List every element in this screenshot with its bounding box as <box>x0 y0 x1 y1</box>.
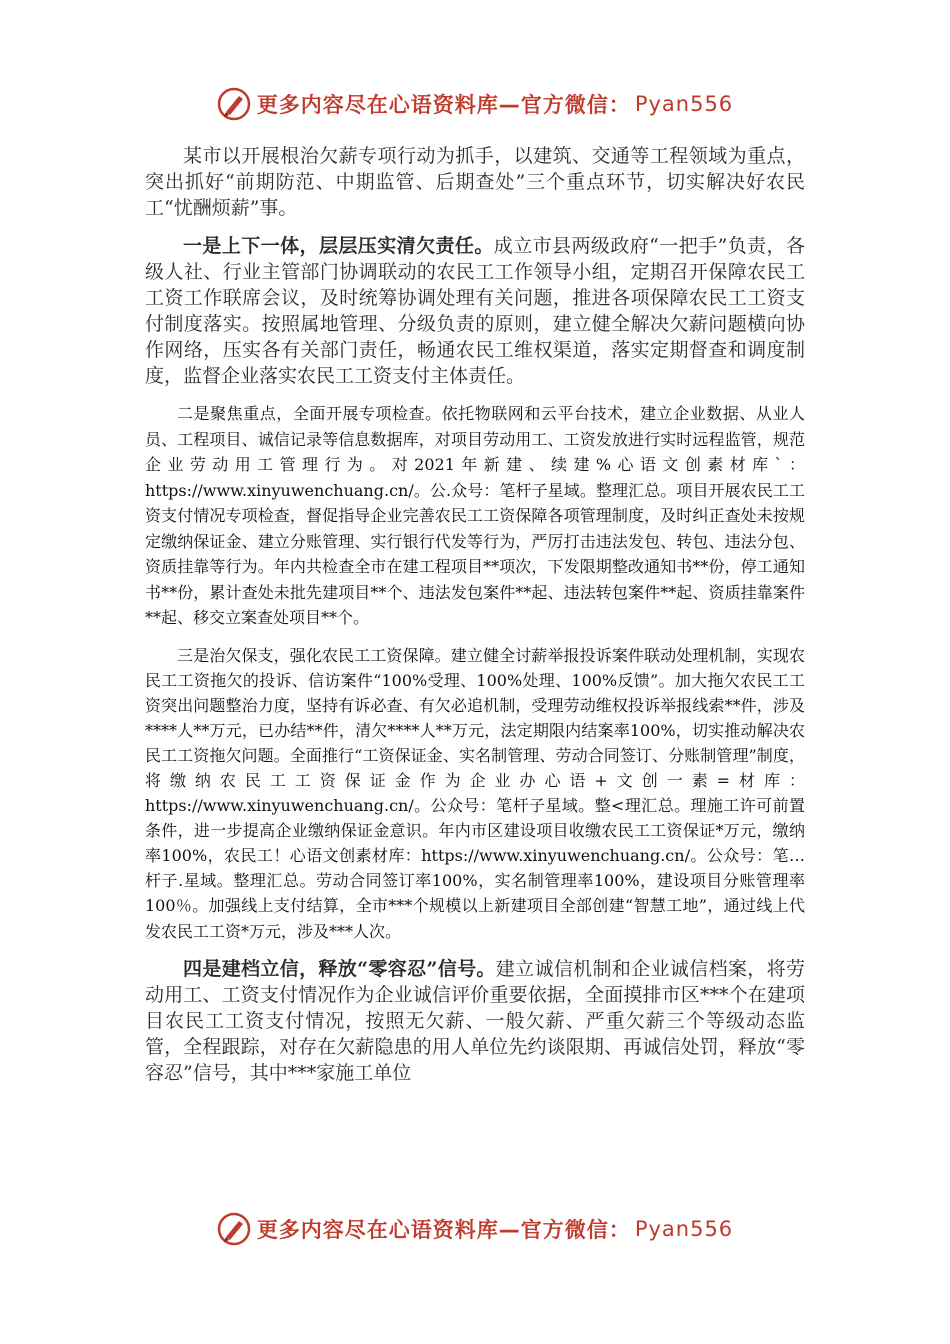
section-three-paragraph <box>145 643 805 944</box>
footer-banner-text: 更多内容尽在心语资料库—官方微信： <box>256 1218 631 1242</box>
pen-logo-icon <box>217 87 251 121</box>
paragraph-text: 建立诚信机制和企业诚信档案，将劳动用工、工资支付情况作为企业诚信评价重要依据，全面摸排市区***个在建项目农民工工资支付情况，按照无欠薪、一般欠薪、严重欠薪三个等级动态监管，全程跟踪，对存在欠薪隐患的用人单位先约谈限期、再诚信处罚，释放“零容忍”信号，其中***家施工单位 <box>145 957 805 1084</box>
section-two-paragraph <box>145 401 805 631</box>
header-banner <box>0 84 950 124</box>
footer-wechat-id: Pyan556 <box>634 1217 734 1241</box>
footer-banner <box>0 1209 950 1249</box>
pen-logo-icon <box>217 1212 251 1246</box>
header-wechat-id: Pyan556 <box>634 92 734 116</box>
section-one-heading: 一是上下一体，层层压实清欠责任。 <box>183 235 494 257</box>
paragraph-text: 三是治欠保支，强化农民工工资保障。建立健全讨薪举报投诉案件联动处理机制，实现农民工工资拖欠的投诉、信访案件“100%受理、100%处理、100%反馈”。加大拖欠农民工工资突出问题整治力度，坚持有诉必查、有欠必追机制，受理劳动维权投诉举报线索**件，涉及****人**万元，已办结**件，清欠****人**万元，法定期限内结案率100%，切实推动解决农民工工资拖欠问题。全面推行“工资保证金、实名制管理、劳动合同签订、分账制管理”制度，将缴纳农民工工资保证金作为企业办心语+文创一素=材库：https://www.xinyuwenchuang.cn/。公众号：笔杆子星域。整<理汇总。理施工许可前置条件，进一步提高企业缴纳保证金意识。年内市区建设项目收缴农民工工资保证*万元，缴纳率100%，农民工！心语文创素材库：https://www.xinyuwenchuang.cn/。公众号：笔…杆子.星域。整理汇总。劳动合同签订率100%，实名制管理率100%，建设项目分账管理率100％。加强线上支付结算，全市***个规模以上新建项目全部创建“智慧工地”，通过线上代发农民工工资*万元，涉及***人次。 <box>145 645 805 941</box>
paragraph-text: 某市以开展根治欠薪专项行动为抓手，以建筑、交通等工程领域为重点，突出抓好“前期防范、中期监管、后期查处”三个重点环节，切实解决好农民工“忧酬烦薪”事。 <box>145 145 805 219</box>
header-banner-text: 更多内容尽在心语资料库—官方微信： <box>256 93 631 117</box>
section-four-heading: 四是建档立信，释放“零容忍”信号。 <box>183 957 496 980</box>
document-body <box>145 143 805 1098</box>
section-four-paragraph <box>145 956 805 1086</box>
intro-paragraph <box>145 143 805 221</box>
paragraph-text: 成立市县两级政府“一把手”负责，各级人社、行业主管部门协调联动的农民工工作领导小组，定期召开保障农民工工资工作联席会议，及时统筹协调处理有关问题，推进各项保障农民工工资支付制度落实。按照属地管理、分级负责的原则，建立健全解决欠薪问题横向协作网络，压实各有关部门责任，畅通农民工维权渠道，落实定期督查和调度制度，监督企业落实农民工工资支付主体责任。 <box>145 235 805 387</box>
paragraph-text: 二是聚焦重点，全面开展专项检查。依托物联网和云平台技术，建立企业数据、从业人员、工程项目、诚信记录等信息数据库，对项目劳动用工、工资发放进行实时远程监管，规范企业劳动用工管理行为。对2021年新建、续建%心语文创素材库`：https://www.xinyuwenchuang.cn/。公.众号：笔杆子星域。整理汇总。项目开展农民工工资支付情况专项检查，督促指导企业完善农民工工资保障各项管理制度，及时纠正查处未按规定缴纳保证金、建立分账管理、实行银行代发等行为，严厉打击违法发包、转包、违法分包、资质挂靠等行为。年内共检查全市在建工程项目**项次，下发限期整改通知书**份，停工通知书**份，累计查处未批先建项目**个、违法发包案件**起、违法转包案件**起、资质挂靠案件**起、移交立案查处项目**个。 <box>145 404 805 627</box>
section-one-paragraph <box>145 233 805 389</box>
